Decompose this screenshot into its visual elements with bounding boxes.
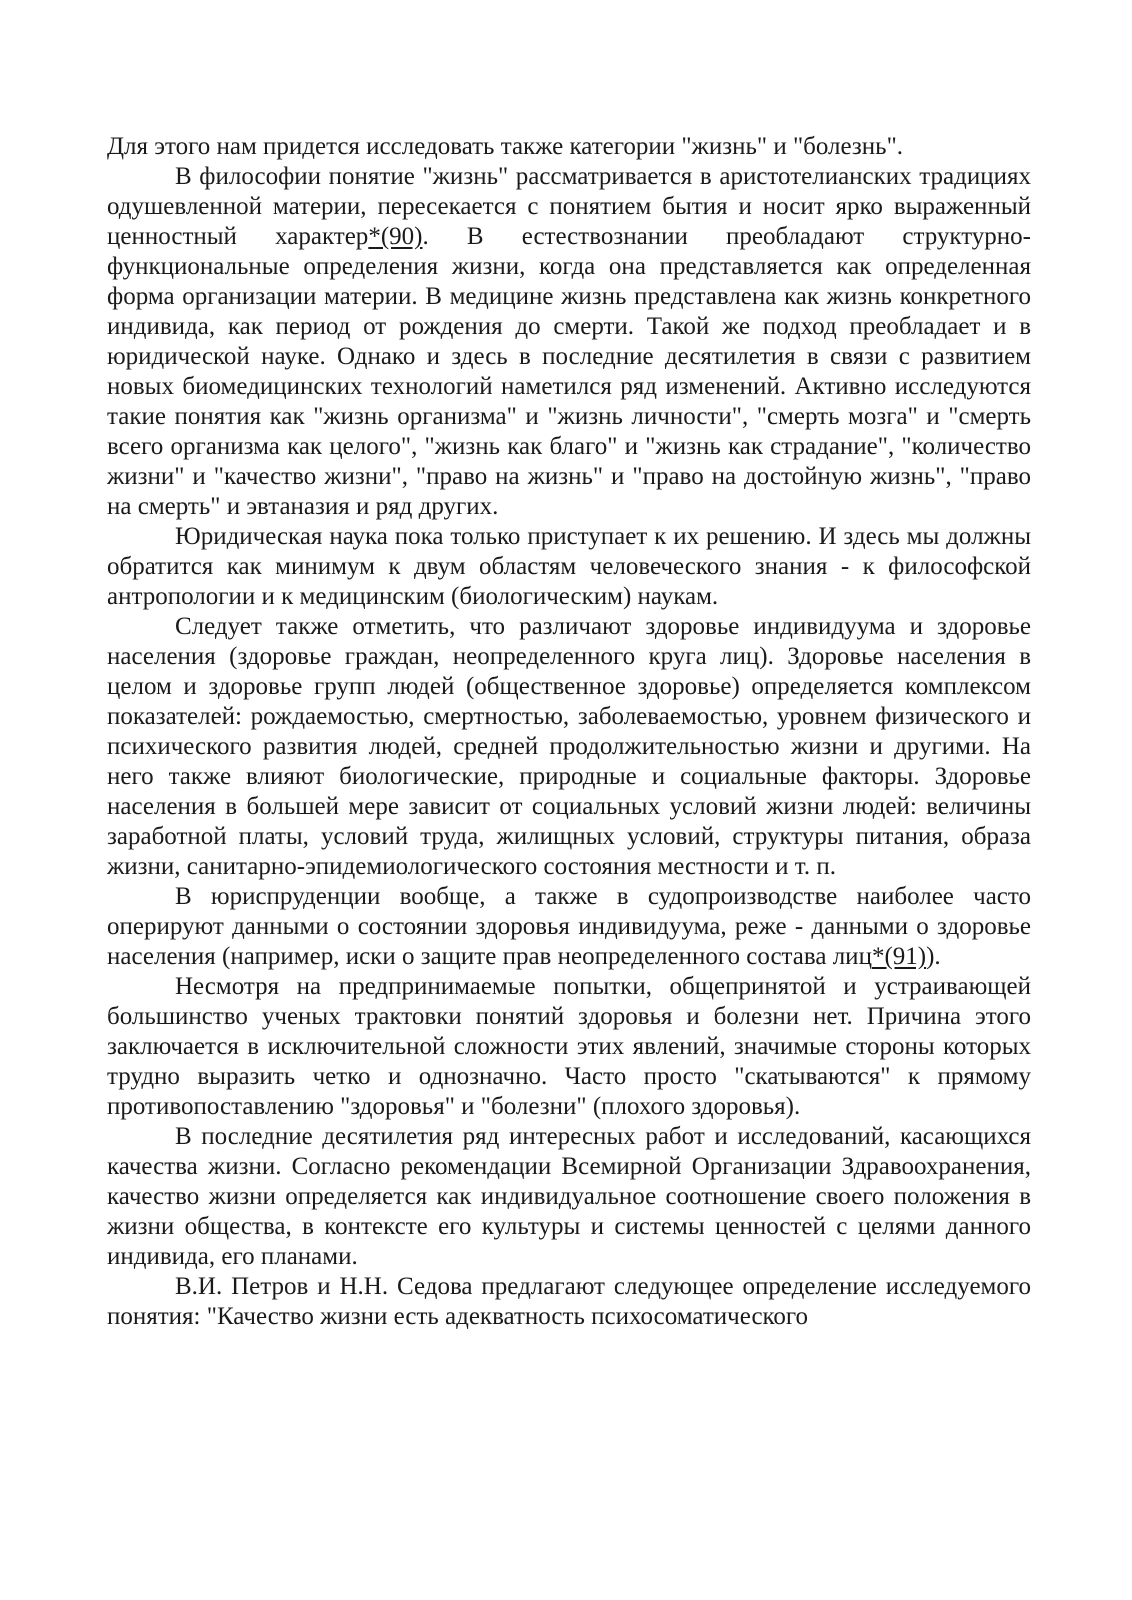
paragraph-text: В юриспруденции вообще, а также в судопроизводстве наиболее часто оперируют данными о состоянии здоровья индивидуума, реже - данными о здоровье населения (например, иски о защите прав неопределенного состава лиц xyxy=(107,883,1031,970)
paragraph xyxy=(107,612,1031,882)
paragraph xyxy=(107,1122,1031,1272)
footnote-link-91[interactable]: *(91) xyxy=(871,943,927,970)
paragraph-text: ). xyxy=(926,943,941,970)
document-page xyxy=(107,132,1031,1332)
paragraph-text: . В естествознании преобладают структурно-функциональные определения жизни, когда она представляется как определенная форма организации материи. В медицине жизнь представлена как жизнь конкретного индивида, как период от рождения до смерти. Такой же подход преобладает и в юридической науке. Однако и здесь в последние десятилетия в связи с развитием новых биомедицинских технологий наметился ряд изменений. Активно исследуются такие понятия как "жизнь организма" и "жизнь личности", "смерть мозга" и "смерть всего организма как целого", "жизнь как благо" и "жизнь как страдание", "количество жизни" и "качество жизни", "право на жизнь" и "право на достойную жизнь", "право на смерть" и эвтаназия и ряд других. xyxy=(107,223,1032,520)
paragraph-text: В.И. Петров и Н.Н. Седова предлагают следующее определение исследуемого понятия: "Качество жизни есть адекватность психосоматического xyxy=(107,1273,1031,1330)
paragraph xyxy=(107,522,1031,612)
paragraph xyxy=(107,1272,1031,1332)
paragraph xyxy=(107,162,1031,522)
paragraph-text: Для этого нам придется исследовать также категории "жизнь" и "болезнь". xyxy=(107,133,904,160)
paragraph-text: Юридическая наука пока только приступает к их решению. И здесь мы должны обратится как минимум к двум областям человеческого знания - к философской антропологии и к медицинским (биологическим) наукам. xyxy=(107,523,1031,610)
paragraph-text: В последние десятилетия ряд интересных работ и исследований, касающихся качества жизни. Согласно рекомендации Всемирной Организации Здравоохранения, качество жизни определяется как индивидуальное соотношение своего положения в жизни общества, в контексте его культуры и системы ценностей с целями данного индивида, его планами. xyxy=(107,1123,1031,1270)
paragraph-text: Следует также отметить, что различают здоровье индивидуума и здоровье населения (здоровье граждан, неопределенного круга лиц). Здоровье населения в целом и здоровье групп людей (общественное здоровье) определяется комплексом показателей: рождаемостью, смертностью, заболеваемостью, уровнем физического и психического развития людей, средней продолжительностью жизни и другими. На него также влияют биологические, природные и социальные факторы. Здоровье населения в большей мере зависит от социальных условий жизни людей: величины заработной платы, условий труда, жилищных условий, структуры питания, образа жизни, санитарно-эпидемиологического состояния местности и т. п. xyxy=(107,613,1031,880)
paragraph xyxy=(107,882,1031,972)
paragraph-text: В философии понятие "жизнь" рассматривается в аристотелианских традициях одушевленной материи, пересекается с понятием бытия и носит ярко выраженный ценностный характер xyxy=(107,163,1031,250)
paragraph xyxy=(107,132,1031,162)
paragraph-text: Несмотря на предпринимаемые попытки, общепринятой и устраивающей большинство ученых трактовки понятий здоровья и болезни нет. Причина этого заключается в исключительной сложности этих явлений, значимые стороны которых трудно выразить четко и однозначно. Часто просто "скатываются" к прямому противопоставлению "здоровья" и "болезни" (плохого здоровья). xyxy=(107,973,1031,1120)
paragraph xyxy=(107,972,1031,1122)
footnote-link-90[interactable]: *(90) xyxy=(368,223,423,250)
